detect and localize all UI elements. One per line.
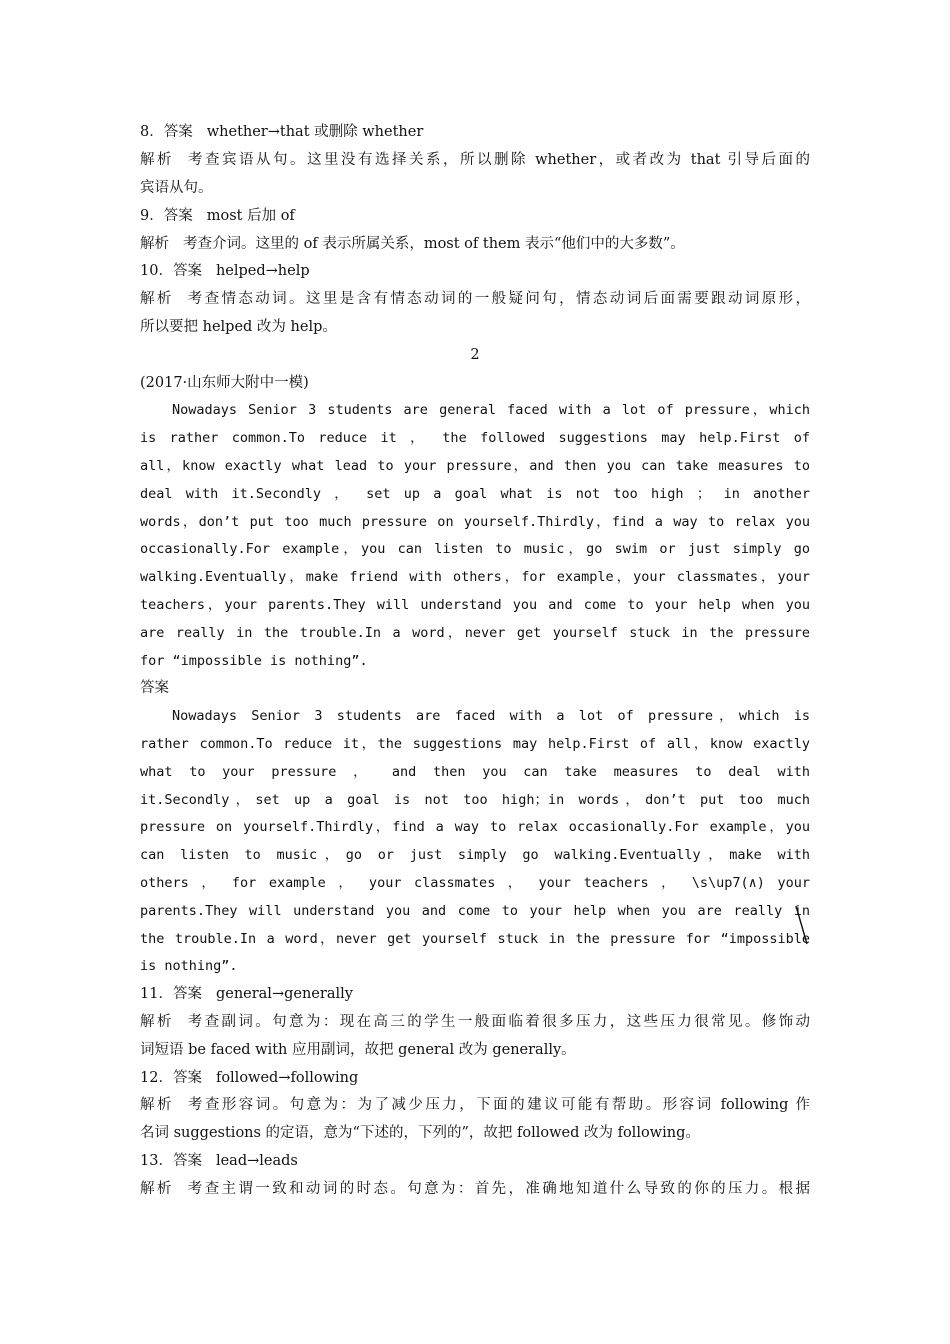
answer-passage-line: pressure on yourself.Thirdly，find a way to relax occasionally.For example，you <box>140 819 810 835</box>
answer-label: 8．答案 <box>140 124 193 140</box>
analysis-line-12-cont <box>140 1121 810 1145</box>
analysis-text: 宾语从句。 <box>140 180 213 196</box>
deletion-slash-icon <box>793 904 811 946</box>
analysis-text: 考查形容词。句意为：为了减少压力，下面的建议可能有帮助。形容词 following 作 <box>187 1097 810 1113</box>
answer-passage-line: what to your pressure ， and then you can take measures to deal with <box>140 764 810 780</box>
analysis-line-12 <box>140 1093 810 1117</box>
answer-label: 11．答案 <box>140 986 202 1002</box>
analysis-line-13 <box>140 1177 810 1201</box>
analysis-text: 所以要把 helped 改为 help。 <box>140 319 337 335</box>
answer-passage-line: Nowadays Senior 3 students are faced with a lot of pressure，which is <box>172 708 810 724</box>
analysis-label: 解析 <box>140 1181 174 1197</box>
passage-line: occasionally.For example，you can listen to music，go swim or just simply go <box>140 541 810 557</box>
section-number: 2 <box>470 347 480 363</box>
answer-passage-line: it.Secondly，set up a goal is not too high；in words，don’t put too much <box>140 792 810 808</box>
analysis-line-10-cont <box>140 315 810 339</box>
analysis-text: 词短语 be faced with 应用副词，故把 general 改为 generally。 <box>140 1042 576 1058</box>
passage-line: Nowadays Senior 3 students are general faced with a lot of pressure，which <box>172 402 810 418</box>
analysis-text: 考查介词。这里的 of 表示所属关系，most of them 表示“他们中的大多数”。 <box>183 236 685 252</box>
answer-line-10 <box>140 259 810 283</box>
analysis-label: 解析 <box>140 1014 174 1030</box>
answer-label: 13．答案 <box>140 1153 202 1169</box>
answer-line-12 <box>140 1066 810 1090</box>
analysis-line-11-cont <box>140 1038 810 1062</box>
passage-line: teachers，your parents.They will understand you and come to your help when you <box>140 597 810 613</box>
answer-text: general→generally <box>215 986 353 1002</box>
passage-line: deal with it.Secondly ， set up a goal what is not too high ； in another <box>140 486 810 502</box>
analysis-label: 解析 <box>140 291 174 307</box>
analysis-line-10 <box>140 287 810 311</box>
answer-text: whether→that 或删除 whether <box>206 124 424 140</box>
analysis-label: 解析 <box>140 236 169 252</box>
answer-label: 10．答案 <box>140 263 202 279</box>
answer-label: 9．答案 <box>140 208 193 224</box>
passage-line: is rather common.To reduce it ， the followed suggestions may help.First of <box>140 430 810 446</box>
answer-text: followed→following <box>215 1070 359 1086</box>
analysis-label: 解析 <box>140 1097 174 1113</box>
analysis-text: 考查副词。句意为：现在高三的学生一般面临着很多压力，这些压力很常见。修饰动 <box>187 1014 810 1030</box>
answer-heading: 答案 <box>140 680 169 696</box>
passage-line: are really in the trouble.In a word，never get yourself stuck in the pressure <box>140 625 810 641</box>
analysis-line-11 <box>140 1010 810 1034</box>
answer-line-9 <box>140 204 810 228</box>
analysis-line-8-cont <box>140 176 810 200</box>
analysis-text: 名词 suggestions 的定语，意为“下述的，下列的”，故把 followed 改为 following。 <box>140 1125 700 1141</box>
analysis-text: 考查宾语从句。这里没有选择关系，所以删除 whether，或者改为 that 引导后面的 <box>188 152 810 168</box>
analysis-label: 解析 <box>140 152 175 168</box>
answer-line-11 <box>140 982 810 1006</box>
answer-text: lead→leads <box>215 1153 298 1169</box>
answer-passage-line: the trouble.In a word，never get yourself stuck in the pressure for “impossible <box>140 931 810 947</box>
answer-line-13 <box>140 1149 810 1173</box>
analysis-line-9 <box>140 232 810 256</box>
answer-passage-line: others ， for example ， your classmates ， your teachers ， \s\up7(∧) your <box>140 875 810 891</box>
passage-line: for “impossible is nothing”. <box>140 653 368 669</box>
passage-line: walking.Eventually，make friend with others，for example，your classmates，your <box>140 569 810 585</box>
answer-passage-line: rather common.To reduce it，the suggestions may help.First of all，know exactly <box>140 736 810 752</box>
analysis-line-8 <box>140 148 810 172</box>
answer-label: 12．答案 <box>140 1070 202 1086</box>
passage-line: words，don’t put too much pressure on yourself.Thirdly，find a way to relax you <box>140 514 810 530</box>
answer-passage-line: can listen to music，go or just simply go walking.Eventually，make with <box>140 847 810 863</box>
answer-line-8 <box>140 120 810 144</box>
source-label: (2017·山东师大附中一模) <box>140 375 309 391</box>
answer-text: most 后加 of <box>206 208 295 224</box>
answer-text: helped→help <box>215 263 310 279</box>
analysis-text: 考查主谓一致和动词的时态。句意为：首先，准确地知道什么导致的你的压力。根据 <box>187 1181 810 1197</box>
passage-line: all，know exactly what lead to your pressure，and then you can take measures to <box>140 458 810 474</box>
answer-passage-line: parents.They will understand you and come to your help when you are really in <box>140 903 810 919</box>
answer-passage-line: is nothing”. <box>140 958 238 974</box>
analysis-text: 考查情态动词。这里是含有情态动词的一般疑问句，情态动词后面需要跟动词原形， <box>187 291 810 307</box>
